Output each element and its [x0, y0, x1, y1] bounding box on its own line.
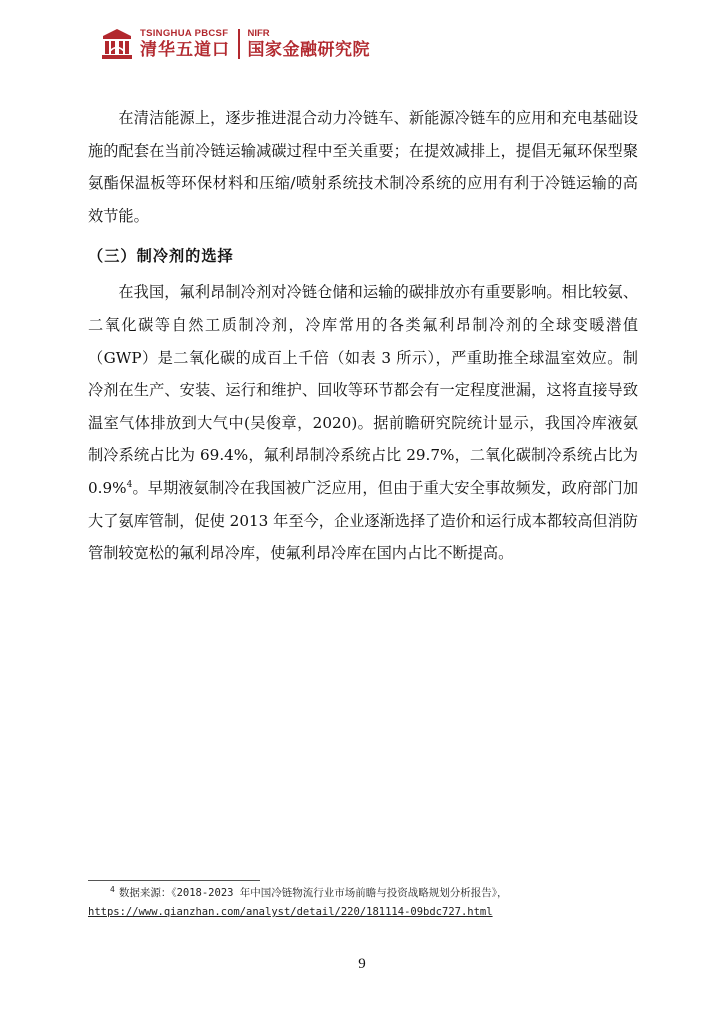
institute-chinese-name: 国家金融研究院 [247, 39, 370, 60]
page-number: 9 [358, 956, 366, 972]
paragraph-refrigerant-text-b: 。早期液氨制冷在我国被广泛应用，但由于重大安全事故频发，政府部门加大了氨库管制，促使 2013 年至今，企业逐渐选择了造价和运行成本都较高但消防管制较宽松的氟利昂冷库，使氟利昂冷库在国内占比不断提高。 [88, 478, 638, 563]
brand-english-name: TSINGHUA PBCSF [140, 28, 229, 40]
paragraph-clean-energy: 在清洁能源上，逐步推进混合动力冷链车、新能源冷链车的应用和充电基础设施的配套在当前冷链运输减碳过程中至关重要；在提效减排上，提倡无氟环保型聚氨酯保温板等环保材料和压缩/喷射系统技术制冷系统的应用有利于冷链运输的高效节能。 [88, 109, 638, 225]
section-heading-refrigerant: （三）制冷剂的选择 [88, 247, 234, 266]
brand-chinese-name: 清华五道口 [140, 39, 230, 60]
footnote-number: 4 [110, 884, 115, 894]
paragraph-refrigerant-text-a: 在我国，氟利昂制冷剂对冷链仓储和运输的碳排放亦有重要影响。相比较氨、二氧化碳等自然工质制冷剂，冷库常用的各类氟利昂制冷剂的全球变暖潜值（GWP）是二氧化碳的成百上千倍（如表 3 所示），严重助推全球温室效应。制冷剂在生产、安装、运行和维护、回收等环节都会有一定程度泄漏，这将直接导致温室气体排放到大气中(吴俊章，2020)。据前瞻研究院统计显示，我国冷库液氨制冷系统占比为 69.4%，氟利昂制冷系统占比 29.7%，二氧化碳制冷系统占比为 0.9% [88, 283, 638, 497]
institute-block [248, 29, 371, 59]
document-body [88, 102, 638, 570]
footnote-rule [88, 880, 260, 881]
page-header [100, 24, 370, 64]
institute-english-name: NIFR [247, 28, 270, 40]
footnote-source-link[interactable]: https://www.qianzhan.com/analyst/detail/220/181114-09bdc727.html [88, 906, 493, 918]
footnote-url-line [88, 903, 648, 922]
footnote [88, 884, 648, 922]
footnote-line [88, 884, 648, 903]
footnote-reference[interactable]: 4 [126, 479, 133, 490]
tsinghua-pbcsf-logo-icon [100, 27, 134, 61]
brand-block [140, 29, 230, 59]
paragraph-refrigerant [88, 276, 638, 569]
header-divider [238, 29, 240, 59]
footnote-source-text: 数据来源：《2018-2023 年中国冷链物流行业市场前瞻与投资战略规划分析报告》， [118, 887, 508, 899]
